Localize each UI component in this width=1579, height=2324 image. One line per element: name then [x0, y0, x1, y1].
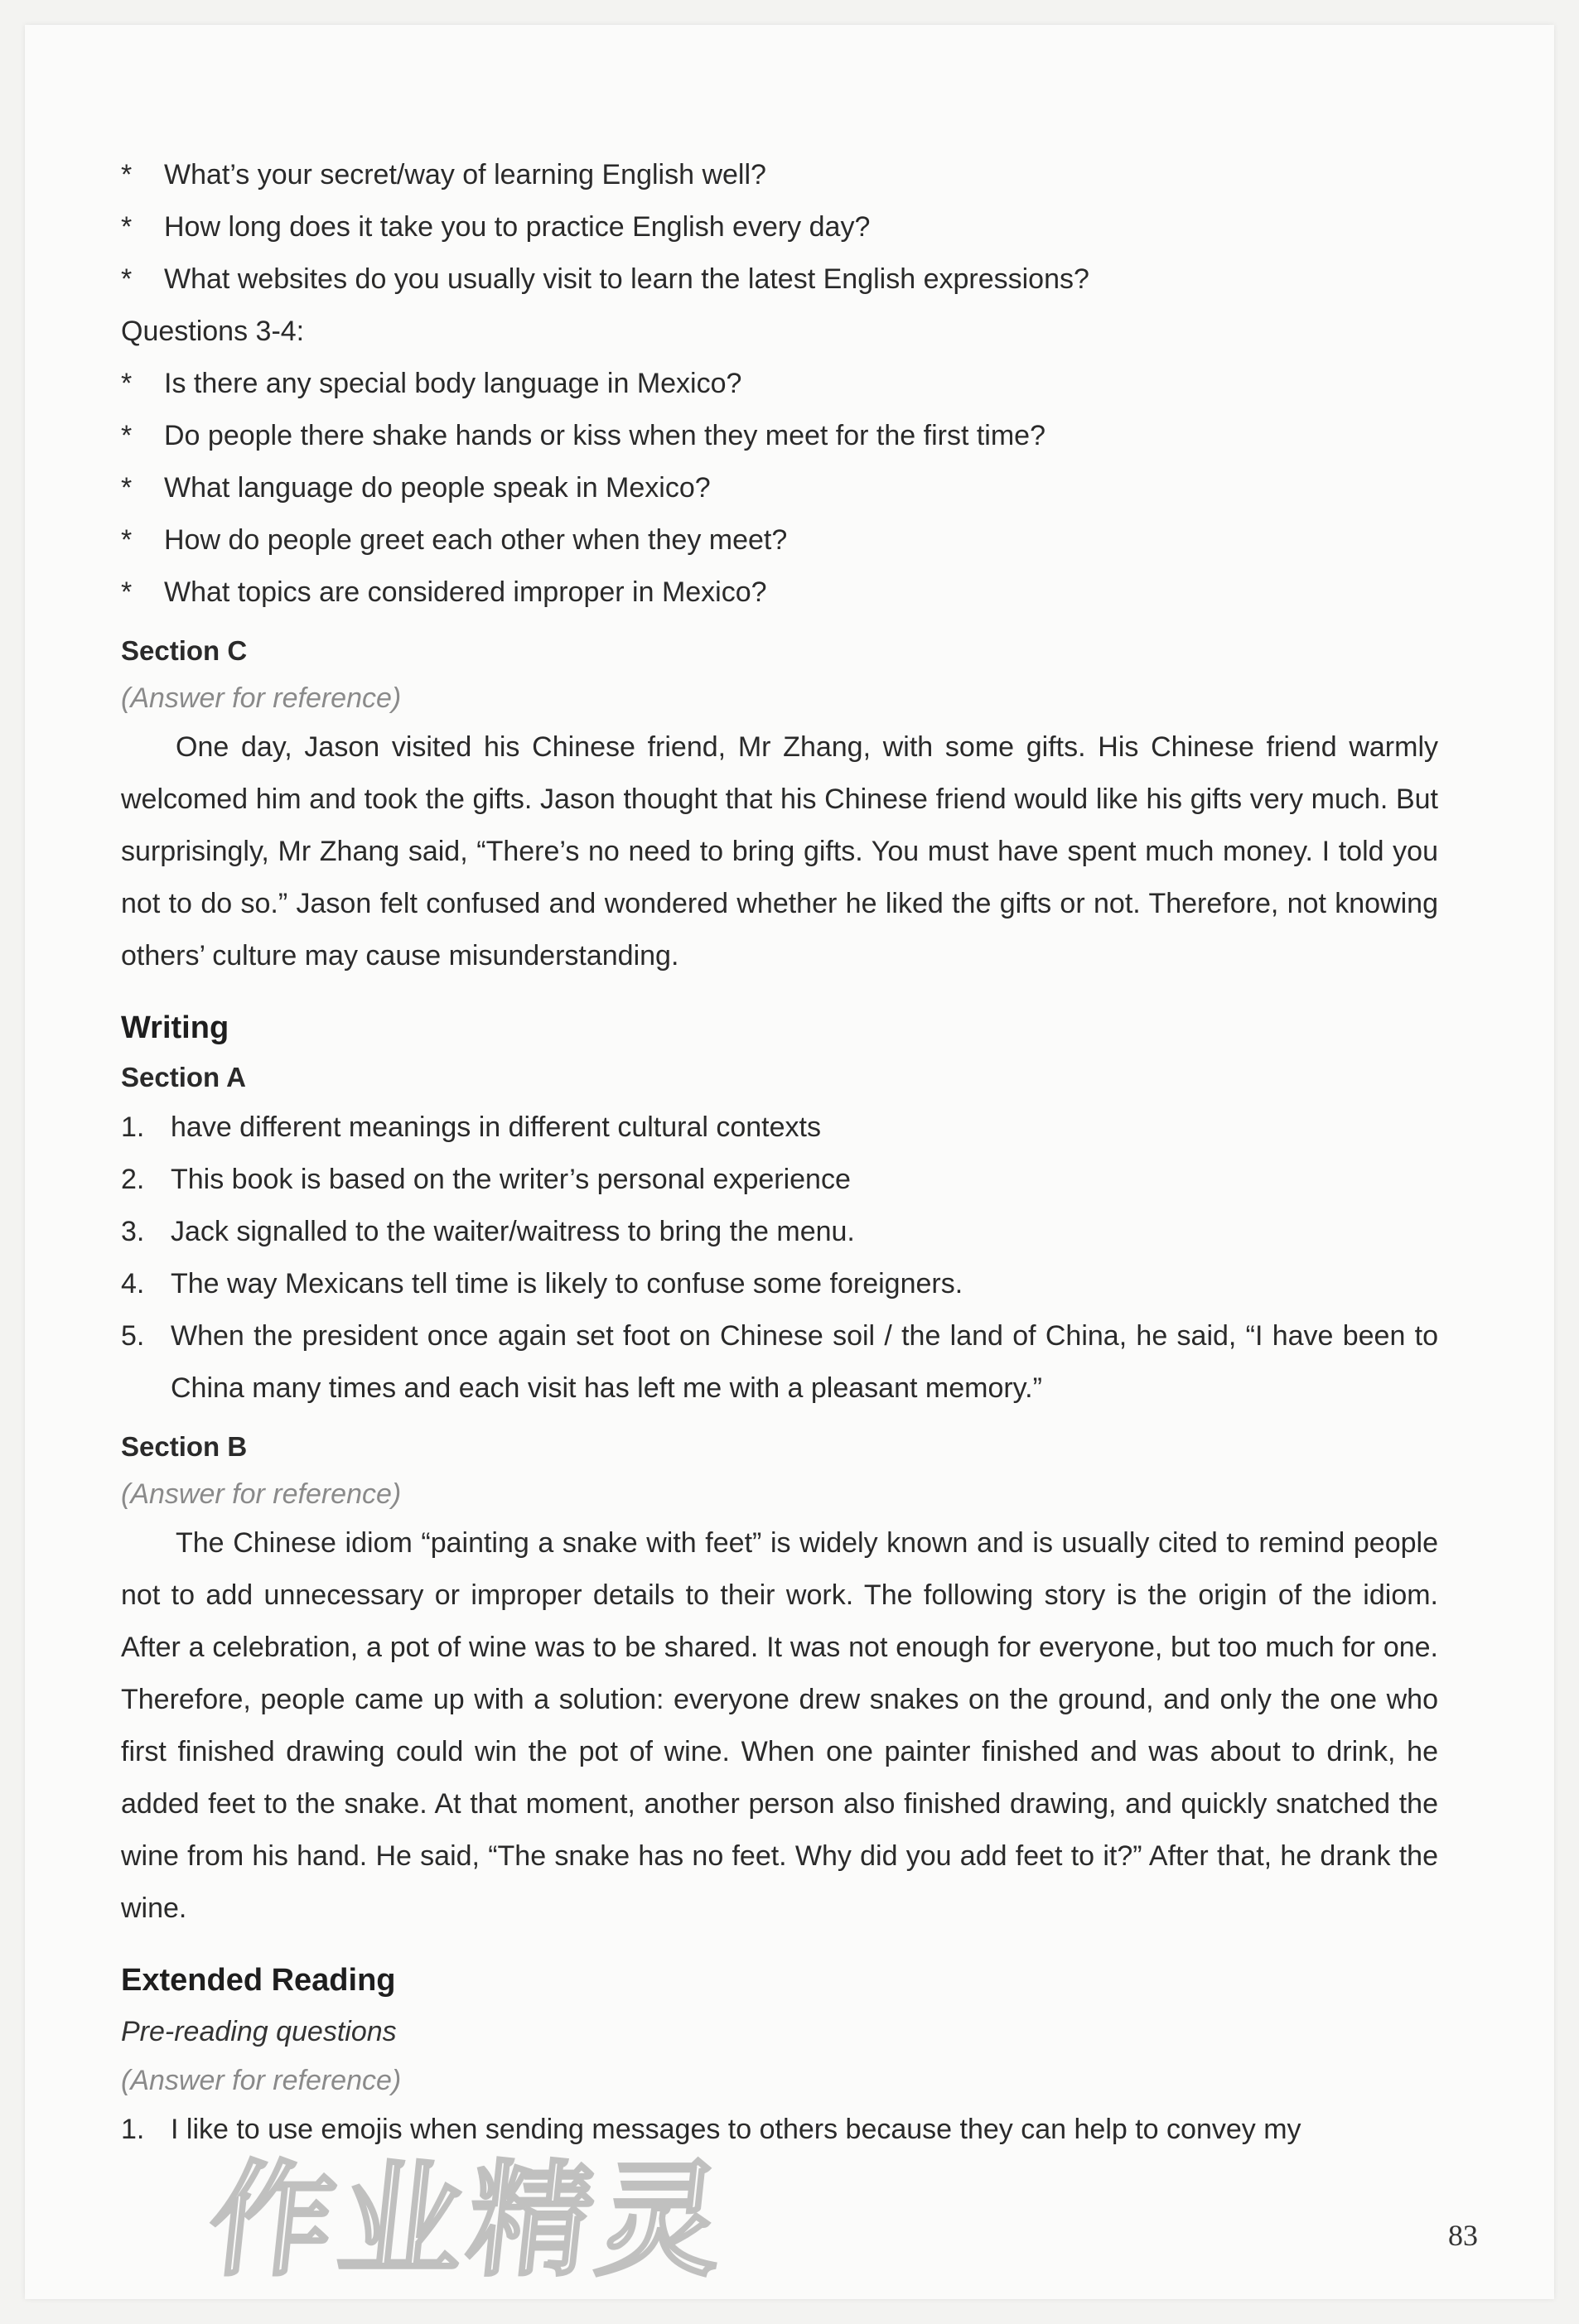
bullet-list-q34 — [121, 358, 1438, 619]
list-item — [121, 410, 1438, 462]
extended-reading-heading: Extended Reading — [121, 1963, 396, 1998]
list-item — [121, 514, 1438, 567]
list-item-text: Do people there shake hands or kiss when they meet for the first time? — [164, 420, 1045, 451]
list-item-text: How long does it take you to practice English every day? — [164, 211, 871, 243]
bullet-star: * — [121, 576, 133, 608]
bullet-star: * — [121, 263, 133, 295]
bullet-list-top — [121, 149, 1438, 306]
section-c-heading: Section C — [121, 635, 248, 666]
list-item-text: Is there any special body language in Mexico? — [164, 368, 742, 399]
list-item-text: What topics are considered improper in Mexico? — [164, 576, 767, 608]
item-text: When the president once again set foot on Chinese soil / the land of China, he said, “I have been to China many times and each visit has left me with a pleasant memory.” — [171, 1320, 1438, 1404]
writing-section-a-list — [121, 1102, 1438, 1415]
list-item — [121, 1258, 1438, 1310]
list-item-text: What websites do you usually visit to learn the latest English expressions? — [164, 263, 1089, 295]
questions-heading: Questions 3-4: — [121, 316, 305, 347]
bullet-star: * — [121, 420, 133, 451]
list-item — [121, 462, 1438, 514]
item-number: 1. — [121, 2114, 145, 2145]
item-number: 2. — [121, 1164, 145, 1195]
page-number: 83 — [1448, 2219, 1478, 2252]
item-number: 3. — [121, 1216, 145, 1247]
item-number: 5. — [121, 1320, 145, 1352]
bullet-star: * — [121, 211, 133, 243]
writing-heading: Writing — [121, 1010, 229, 1045]
item-text: Jack signalled to the waiter/waitress to bring the menu. — [171, 1216, 855, 1247]
item-text: The way Mexicans tell time is likely to confuse some foreigners. — [171, 1268, 963, 1299]
item-number: 1. — [121, 1111, 145, 1143]
bullet-star: * — [121, 472, 133, 504]
item-text: This book is based on the writer’s personal experience — [171, 1164, 851, 1195]
list-item — [121, 253, 1438, 306]
list-item — [121, 1154, 1438, 1206]
list-item-text: How do people greet each other when they meet? — [164, 524, 788, 556]
list-item — [121, 358, 1438, 410]
pre-reading-subheading: Pre-reading questions — [121, 2016, 397, 2047]
writing-section-b-paragraph: The Chinese idiom “painting a snake with feet” is widely known and is usually cited to remind people not to add unnecessary or improper details to their work. The following story is the origin of the idiom. After a celebration, a pot of wine was to be shared. It was not enough for everyone, but too much for one. Therefore, people came up with a solution: everyone drew snakes on the ground, and only the one who first finished drawing could win the pot of wine. When one painter finished and was about to drink, he added feet to the snake. At that moment, another person also finished drawing, and quickly snatched the wine from his hand. He said, “The snake has no feet. Why did you add feet to it?” After that, he drank the wine. — [121, 1527, 1438, 1924]
item-text: I like to use emojis when sending messages to others because they can help to convey my — [171, 2114, 1301, 2145]
page-content — [121, 149, 1438, 2156]
writing-section-b-heading: Section B — [121, 1431, 248, 1462]
watermark-logo: 作业精灵 — [202, 2149, 735, 2293]
item-text: have different meanings in different cultural contexts — [171, 1111, 821, 1143]
bullet-star: * — [121, 159, 133, 190]
bullet-star: * — [121, 368, 133, 399]
section-c-paragraph: One day, Jason visited his Chinese friend, Mr Zhang, with some gifts. His Chinese friend warmly welcomed him and took the gifts. Jason thought that his Chinese friend would like his gifts very much. But surprisingly, Mr Zhang said, “There’s no need to bring gifts. You must have spent much money. I told you not to do so.” Jason felt confused and wondered whether he liked the gifts or not. Therefore, not knowing others’ culture may cause misunderstanding. — [121, 731, 1438, 972]
list-item-text: What’s your secret/way of learning English well? — [164, 159, 766, 190]
item-number: 4. — [121, 1268, 145, 1299]
list-item — [121, 201, 1438, 253]
list-item — [121, 1206, 1438, 1258]
list-item-text: What language do people speak in Mexico? — [164, 472, 711, 504]
list-item — [121, 1102, 1438, 1154]
bullet-star: * — [121, 524, 133, 556]
list-item — [121, 1310, 1438, 1415]
list-item — [121, 567, 1438, 619]
document-page — [25, 25, 1554, 2299]
list-item — [121, 149, 1438, 201]
writing-section-b-note: (Answer for reference) — [121, 1478, 402, 1510]
extended-reading-note: (Answer for reference) — [121, 2065, 402, 2096]
section-c-note: (Answer for reference) — [121, 682, 402, 714]
writing-section-a-heading: Section A — [121, 1062, 246, 1092]
